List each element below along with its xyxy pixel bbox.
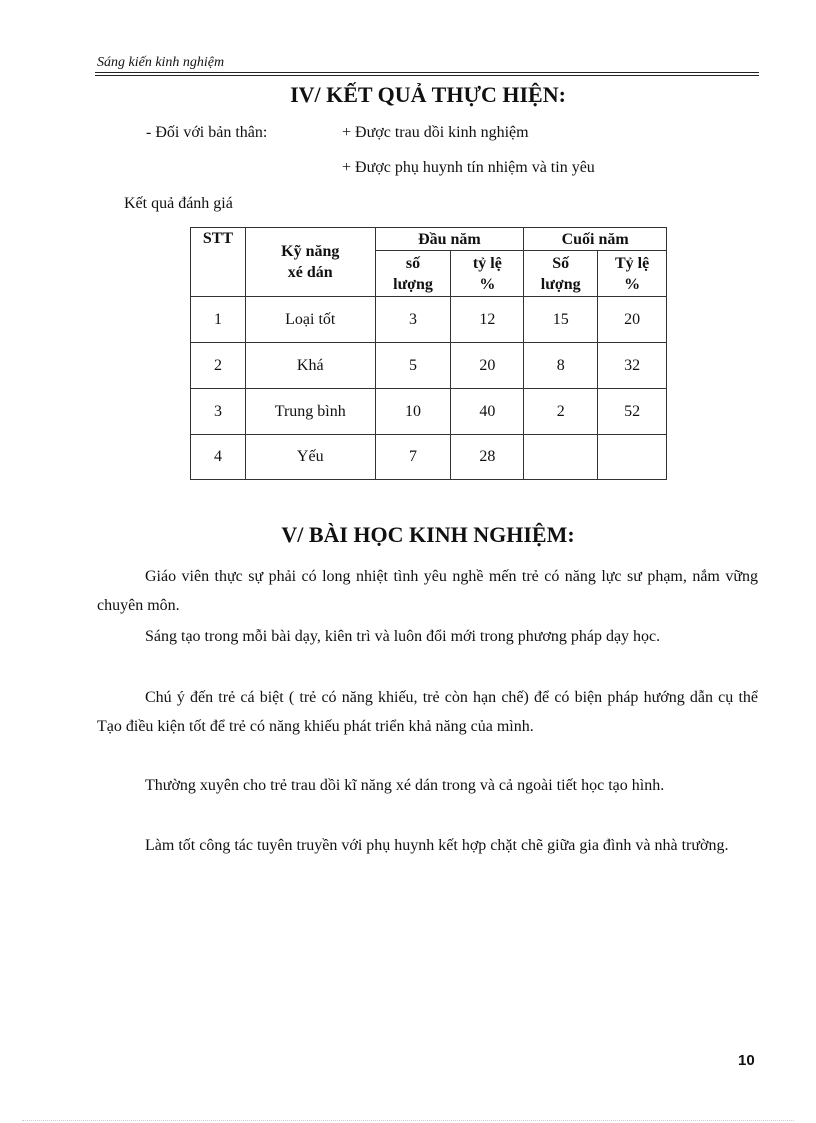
lesson-paragraph-2: Sáng tạo trong mỗi bài dạy, kiên trì và luôn đổi mới trong phương pháp dạy học. — [145, 628, 661, 645]
header-start-pct-line2: % — [479, 275, 496, 293]
table-row — [191, 389, 667, 435]
cell-skill: Khá — [245, 343, 375, 389]
cell-end-qty: 15 — [524, 297, 598, 343]
cell-end-pct — [598, 435, 667, 480]
table-row — [191, 343, 667, 389]
header-rule-top — [95, 72, 759, 73]
page-bottom-rule — [22, 1120, 794, 1121]
header-stt: STT — [191, 228, 246, 297]
cell-start-qty: 10 — [375, 389, 451, 435]
header-end-pct-line1: Tỷ lệ — [614, 254, 650, 272]
header-start-qty-line1: số — [405, 254, 421, 272]
cell-start-qty: 7 — [375, 435, 451, 480]
cell-end-pct: 20 — [598, 297, 667, 343]
header-end-pct-line2: % — [624, 275, 641, 293]
header-skill-line1: Kỹ năng — [281, 243, 340, 260]
lesson-paragraph-4: Thường xuyên cho trẻ trau dồi kĩ năng xé dán trong và cả ngoài tiết học tạo hình. — [145, 777, 665, 794]
header-end-year: Cuối năm — [524, 228, 667, 251]
lesson-paragraph-3: Chú ý đến trẻ cá biệt ( trẻ có năng khiếu, trẻ còn hạn chế) để có biện pháp hướng dẫn cụ thể Tạo điều kiện tốt để trẻ có năng khiếu phát triển khả năng của mình. — [97, 689, 758, 735]
cell-end-pct: 52 — [598, 389, 667, 435]
running-header: Sáng kiến kinh nghiệm — [97, 55, 225, 70]
self-label: - Đối với bản thân: — [146, 124, 268, 141]
lesson-paragraph-1: Giáo viên thực sự phải có long nhiệt tình yêu nghề mến trẻ có năng lực sư phạm, nắm vững chuyên môn. — [97, 568, 758, 614]
header-end-qty-line2: lượng — [540, 275, 581, 293]
table-row — [191, 435, 667, 480]
page-number: 10 — [738, 1052, 755, 1069]
cell-start-pct: 28 — [451, 435, 524, 480]
lesson-paragraph-5: Làm tốt công tác tuyên truyền với phụ huynh kết hợp chặt chẽ giữa gia đình và nhà trường. — [145, 837, 729, 854]
header-start-qty — [375, 251, 451, 297]
bullet-2: + Được phụ huynh tín nhiệm và tin yêu — [342, 159, 595, 176]
cell-skill: Trung bình — [245, 389, 375, 435]
header-skill — [245, 228, 375, 297]
section-5-heading: V/ BÀI HỌC KINH NGHIỆM: — [281, 522, 575, 547]
cell-start-qty: 3 — [375, 297, 451, 343]
table-header-row — [191, 228, 667, 251]
cell-skill: Yếu — [245, 435, 375, 480]
cell-start-pct: 20 — [451, 343, 524, 389]
cell-end-qty: 8 — [524, 343, 598, 389]
header-rule-bottom — [95, 75, 759, 76]
cell-start-pct: 12 — [451, 297, 524, 343]
cell-stt: 2 — [191, 343, 246, 389]
header-start-pct — [451, 251, 524, 297]
header-end-pct — [598, 251, 667, 297]
results-table — [190, 227, 667, 480]
cell-stt: 4 — [191, 435, 246, 480]
cell-end-qty: 2 — [524, 389, 598, 435]
header-end-qty — [524, 251, 598, 297]
header-end-qty-line1: Số — [552, 254, 570, 272]
header-skill-line2: xé dán — [287, 264, 333, 281]
section-4-heading: IV/ KẾT QUẢ THỰC HIỆN: — [290, 82, 566, 107]
cell-end-pct: 32 — [598, 343, 667, 389]
cell-stt: 1 — [191, 297, 246, 343]
header-start-qty-line2: lượng — [393, 275, 433, 293]
table-row — [191, 297, 667, 343]
bullet-1: + Được trau dồi kinh nghiệm — [342, 124, 529, 141]
cell-skill: Loại tốt — [245, 297, 375, 343]
results-label: Kết quả đánh giá — [124, 195, 233, 212]
cell-start-pct: 40 — [451, 389, 524, 435]
cell-end-qty — [524, 435, 598, 480]
cell-start-qty: 5 — [375, 343, 451, 389]
cell-stt: 3 — [191, 389, 246, 435]
header-start-year: Đầu năm — [375, 228, 524, 251]
header-start-pct-line1: tỷ lệ — [472, 254, 502, 272]
